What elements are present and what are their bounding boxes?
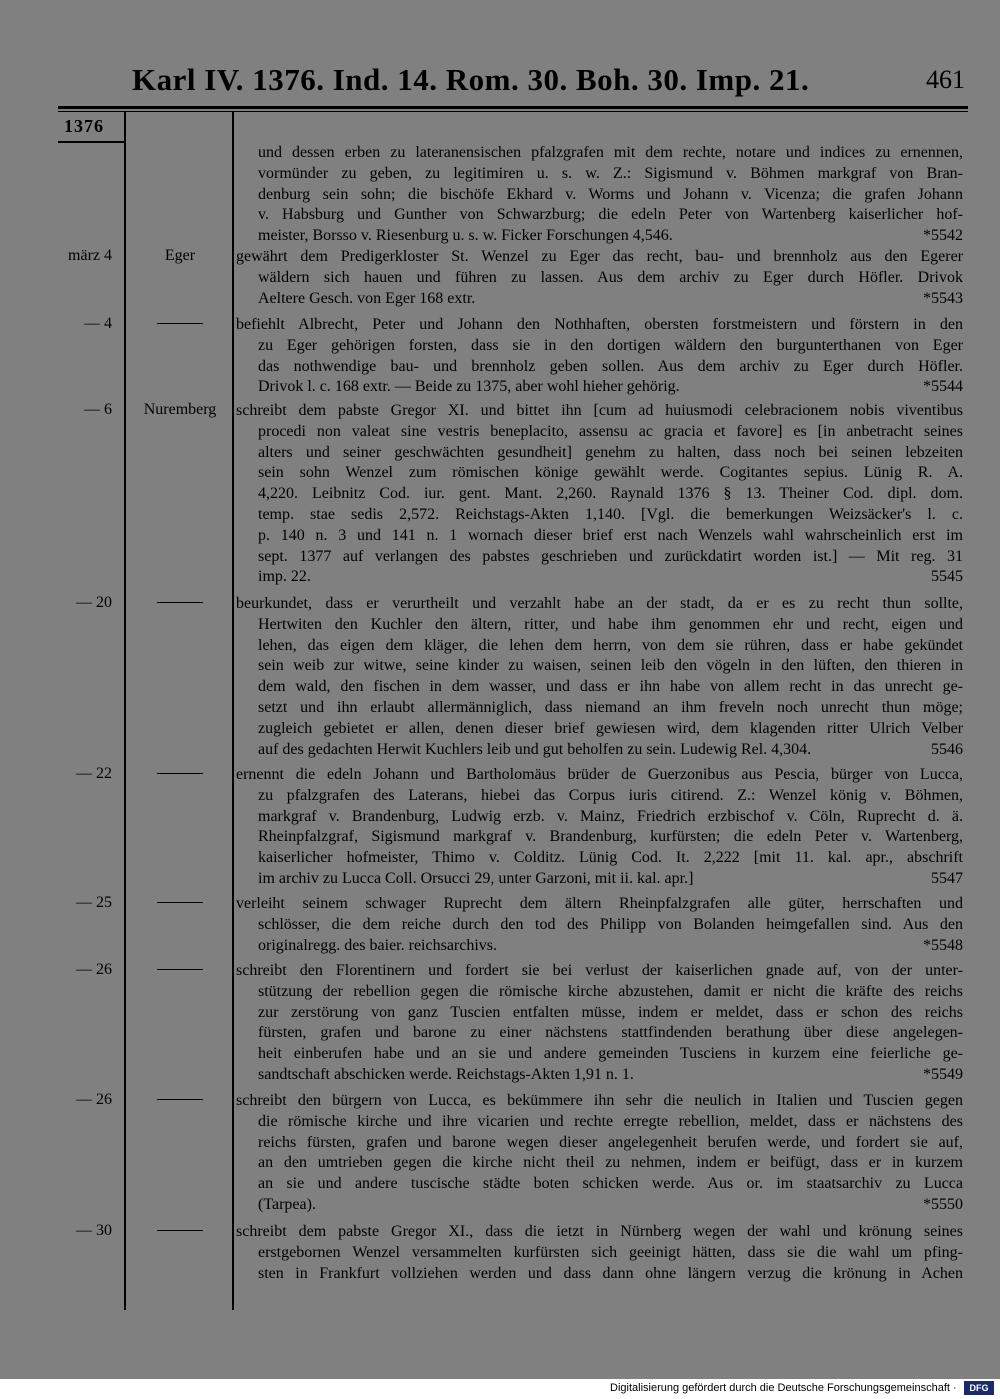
regest-number: *5544 xyxy=(923,378,963,396)
regest-number: *5543 xyxy=(923,289,963,307)
entry-line: kaiserlicher hofmeister, Thimo v. Colditz. Lünig Cod. It. 2,222 [mit 11. kal. apr., abschrift xyxy=(258,849,963,867)
entry-line: denburg sein sohn; die bischöfe Ekhard v. Worms und Johann v. Vicenza; die grafen Johann xyxy=(258,185,963,203)
entry-line: die römische kirche und ihre vicarien und rechte erregte rebellion, meldet, dass er nächstens des xyxy=(258,1112,963,1130)
entry-line: procedi non valeat sine vestris beneplacito, assensu ac gracia et favore] es [in anbetracht seines xyxy=(258,422,963,440)
entry-text xyxy=(236,765,963,890)
entry-line: temp. stae sedis 2,572. Reichstags-Akten 1,140. [Vgl. die bemerkungen Weizsäcker's l. c. xyxy=(258,505,963,523)
entry-line: Rheinpfalzgraf, Sigismund markgraf v. Brandenburg, kurfürsten; die edeln Peter v. Wartenberg, xyxy=(258,828,963,846)
footer-credit: Digitalisierung gefördert durch die Deutsche Forschungsgemeinschaft · xyxy=(610,1382,957,1394)
regest-number: 5546 xyxy=(931,740,963,758)
entry-text xyxy=(236,1222,963,1284)
entry-date: — 25 xyxy=(76,894,112,911)
entry-text xyxy=(236,143,963,247)
entry-text xyxy=(236,401,963,588)
entry-line: fürsten, grafen und barone zu einer nächstens stattfindenden berathung über diese angelegen- xyxy=(258,1024,963,1042)
entry-date: märz 4 xyxy=(68,247,112,264)
entry-line: zu Eger gehörigen forsten, dass sie in den dortigen wäldern den burgunterthanen von Eger xyxy=(258,336,963,354)
ditto-mark xyxy=(128,594,232,612)
entry-line: sept. 1377 auf verlangen des pabstes geschrieben und zurückdatirt worden ist.] — Mit reg. 31 xyxy=(258,547,963,565)
entry-line: zugleich gebietet er allen, denen dieser brief gewiesen wird, dem klagenden ritter Ulrich Velber xyxy=(258,719,963,737)
entry-line-text: Drivok l. c. 168 extr. — Beide zu 1375, aber wohl hieher gehörig. xyxy=(258,378,680,396)
entry-line xyxy=(236,567,963,588)
ditto-dash xyxy=(157,602,203,604)
ditto-mark xyxy=(128,1222,232,1240)
entry-date: — 26 xyxy=(76,1091,112,1108)
entry-line-text: (Tarpea). xyxy=(258,1195,316,1213)
ditto-mark xyxy=(128,315,232,333)
entry-line: vormünder zu geben, zu legitimiren u. s. w. Z.: Sigismund v. Böhmen markgraf von Bran- xyxy=(258,164,963,182)
entry-date: — 4 xyxy=(84,315,112,332)
entry-line xyxy=(236,226,963,247)
page-title: Karl IV. 1376. Ind. 14. Rom. 30. Boh. 30. Imp. 21. xyxy=(132,62,810,97)
entry-text xyxy=(236,894,963,956)
entry-date: — 20 xyxy=(76,594,112,611)
entry-place: Nuremberg xyxy=(143,401,217,418)
entry-line: und dessen erben zu lateranensischen pfalzgrafen mit dem rechte, notare und indices zu ernennen, xyxy=(258,144,963,161)
ditto-dash xyxy=(157,1099,203,1101)
entry-line: an sie und andere tuscische städte boten schicken werde. Aus or. im staatsarchiv zu Lucca xyxy=(258,1175,963,1193)
entry-place: Eger xyxy=(164,247,196,264)
entry-line: sten in Frankfurt vollziehen werden und dass dann ohne längern verzug die krönung in Achen xyxy=(258,1264,963,1282)
entry-text xyxy=(236,594,963,760)
regest-number: 5545 xyxy=(931,568,963,586)
regest-number: *5542 xyxy=(923,227,963,245)
entry-line: stützung der rebellion gegen die römische kirche abzustehen, damit er nicht die kräfte des reichs xyxy=(258,982,963,1000)
dfg-logo-icon: DFG xyxy=(964,1381,994,1395)
entry-line: gewährt dem Predigerkloster St. Wenzel zu Eger das recht, bau- und brennholz aus den Egerer xyxy=(236,248,963,265)
entry-line: setzt und ihn erlaubt allermänniglich, dass niemand an ihm freveln noch unrecht thun möge; xyxy=(258,698,963,716)
running-header xyxy=(0,62,1000,102)
entry-line-text: imp. 22. xyxy=(258,568,311,586)
entry-line: zu pfalzgrafen des Laterans, hiebei das Corpus iuris citirend. Z.: Wenzel könig v. Böhmen, xyxy=(258,786,963,804)
entry-line: 4,220. Leibnitz Cod. iur. gent. Mant. 2,260. Raynald 1376 § 13. Theiner Cod. dipl. dom. xyxy=(258,485,963,503)
entry-line: v. Habsburg und Gunther von Schwarzburg; die edeln Peter von Wartenberg kaiserlicher hof- xyxy=(258,206,963,224)
entry-line: Hertwiten den Kuchler den ältern, ritter, und habe ihm genommen ehr und recht, eigen und xyxy=(258,615,963,633)
entry-line-text: im archiv zu Lucca Coll. Orsucci 29, unter Garzoni, mit ii. kal. apr.] xyxy=(258,869,694,887)
entry-line: befiehlt Albrecht, Peter und Johann den Nothhaften, obersten forstmeistern und förstern in den xyxy=(236,316,963,333)
ditto-dash xyxy=(157,969,203,971)
entry-line xyxy=(236,740,963,761)
regest-number: *5548 xyxy=(923,936,963,954)
entry-line xyxy=(236,869,963,890)
year-label: 1376 xyxy=(64,116,104,136)
entry-line: schreibt dem pabste Gregor XI. und bittet ihn [cum ad huiusmodi celebracionem nobis viventibus xyxy=(236,402,963,419)
ditto-mark xyxy=(128,961,232,979)
entry-line: erstgebornen Wenzel versammelten kurfürsten sich geeinigt hätten, dass sie die wahl um pfing- xyxy=(258,1243,963,1261)
entry-text xyxy=(236,961,963,1086)
entry-line: an den umtrieben gegen die kirche nicht theil zu nehmen, indem er beifügt, dass er in kurzem xyxy=(258,1154,963,1172)
entry-line-text: Aeltere Gesch. von Eger 168 extr. xyxy=(258,289,476,307)
page-number: 461 xyxy=(926,65,965,94)
ditto-dash xyxy=(157,323,203,325)
entry-line: alters und seiner geschwächten gesundheit] genehm zu halten, dass noch bei seinen lebzeiten xyxy=(258,443,963,461)
ditto-dash xyxy=(157,773,203,775)
entry-line xyxy=(236,1195,963,1216)
entry-date: — 6 xyxy=(84,401,112,418)
column-divider-date xyxy=(124,112,126,1310)
year-underline xyxy=(58,141,124,143)
entry-line xyxy=(236,289,963,310)
ditto-dash xyxy=(157,902,203,904)
entry-line: schreibt den bürgern von Lucca, es bekümmere ihn sehr die neulich in Italien und Tuscien gegen xyxy=(236,1092,963,1109)
entry-line xyxy=(236,1065,963,1086)
entry-line-text: auf des gedachten Herwit Kuchlers leib und gut beholfen zu sein. Ludewig Rel. 4,304. xyxy=(258,740,812,758)
entry-line: markgraf v. Brandenburg, Ludwig erzb. v. Mainz, Friedrich erzbischof v. Cöln, Ruprecht d. ä. xyxy=(258,807,963,825)
entry-line: verleiht seinem schwager Ruprecht dem ältern Rheinpfalzgrafen alle güter, herrschaften und xyxy=(236,895,963,912)
entry-date: — 30 xyxy=(76,1222,112,1239)
entry-line-text: originalregg. des baier. reichsarchivs. xyxy=(258,936,498,954)
entry-text xyxy=(236,1091,963,1216)
entry-date: — 26 xyxy=(76,961,112,978)
ditto-mark xyxy=(128,1091,232,1109)
ditto-mark xyxy=(128,894,232,912)
entry-line xyxy=(236,936,963,957)
entry-line xyxy=(236,377,963,398)
entry-line: p. 140 n. 3 und 141 n. 1 wornach dieser brief erst nach Wenzels wahl wahrscheinlich erst im xyxy=(258,526,963,544)
ditto-mark xyxy=(128,765,232,783)
entry-line: sein sohn Wenzel zum römischen könige gewählt werde. Cogitantes sepius. Lünig R. A. xyxy=(258,464,963,482)
ditto-dash xyxy=(157,1230,203,1232)
entry-line: reichs fürsten, grafen und barone wegen dieser angelegenheit berufen werde, und fordert sie auf, xyxy=(258,1133,963,1151)
regest-number: *5549 xyxy=(923,1065,963,1083)
entry-text xyxy=(236,247,963,309)
regest-number: *5550 xyxy=(923,1195,963,1213)
entry-line: lehen, das eigen dem kläger, die lehen dem herrn, von dem sie rühren, dass er habe gekündet xyxy=(258,636,963,654)
entry-line: wäldern sich hauen und führen zu lassen. Aus dem archiv zu Eger durch Höfler. Drivok xyxy=(258,268,963,286)
entry-line: schreibt den Florentinern und fordert sie bei verlust der kaiserlichen gnade auf, von der unter- xyxy=(236,962,963,979)
entry-date: — 22 xyxy=(76,765,112,782)
entry-text xyxy=(236,315,963,398)
entry-line: zur zerstörung von ganz Tuscien entfalten müsse, indem er meldet, dass er schon des reichs xyxy=(258,1003,963,1021)
column-divider-place xyxy=(232,112,234,1310)
header-rule xyxy=(58,106,968,109)
entry-line-text: meister, Borsso v. Riesenburg u. s. w. Ficker Forschungen 4,546. xyxy=(258,227,673,245)
digitization-footer xyxy=(0,1379,1000,1399)
entry-line: heit einberufen habe und an sie und andere gemeinden Tusciens in kurzem eine feierliche ge- xyxy=(258,1045,963,1063)
entry-line: beurkundet, dass er verurtheilt und verzahlt habe an der stadt, da er es zu recht thun sollte, xyxy=(236,595,963,612)
entry-line: schreibt dem pabste Gregor XI., dass die ietzt in Nürnberg wegen der wahl und krönung seines xyxy=(236,1223,963,1240)
entry-line: schlösser, die dem reiche durch den tod des Philipp von Bolanden heimgefallen sind. Aus den xyxy=(258,915,963,933)
entry-line: sein weib zur witwe, seine kinder zu waisen, seinen leib den vögeln in den lüften, den thieren in xyxy=(258,657,963,675)
header-rule-thin xyxy=(58,111,968,112)
entry-line: dem wald, den fischen in dem wasser, und dass er ihn habe von allem recht in das unrecht ge- xyxy=(258,678,963,696)
entry-line-text: sandtschaft abschicken werde. Reichstags-Akten 1,91 n. 1. xyxy=(258,1065,634,1083)
entry-line: ernennt die edeln Johann und Bartholomäus brüder de Guerzonibus aus Pescia, bürger von Lucca, xyxy=(236,766,963,783)
entry-line: das nothwendige bau- und brennholz geben sollen. Aus dem archiv zu Eger durch Höfler. xyxy=(258,357,963,375)
regest-number: 5547 xyxy=(931,869,963,887)
